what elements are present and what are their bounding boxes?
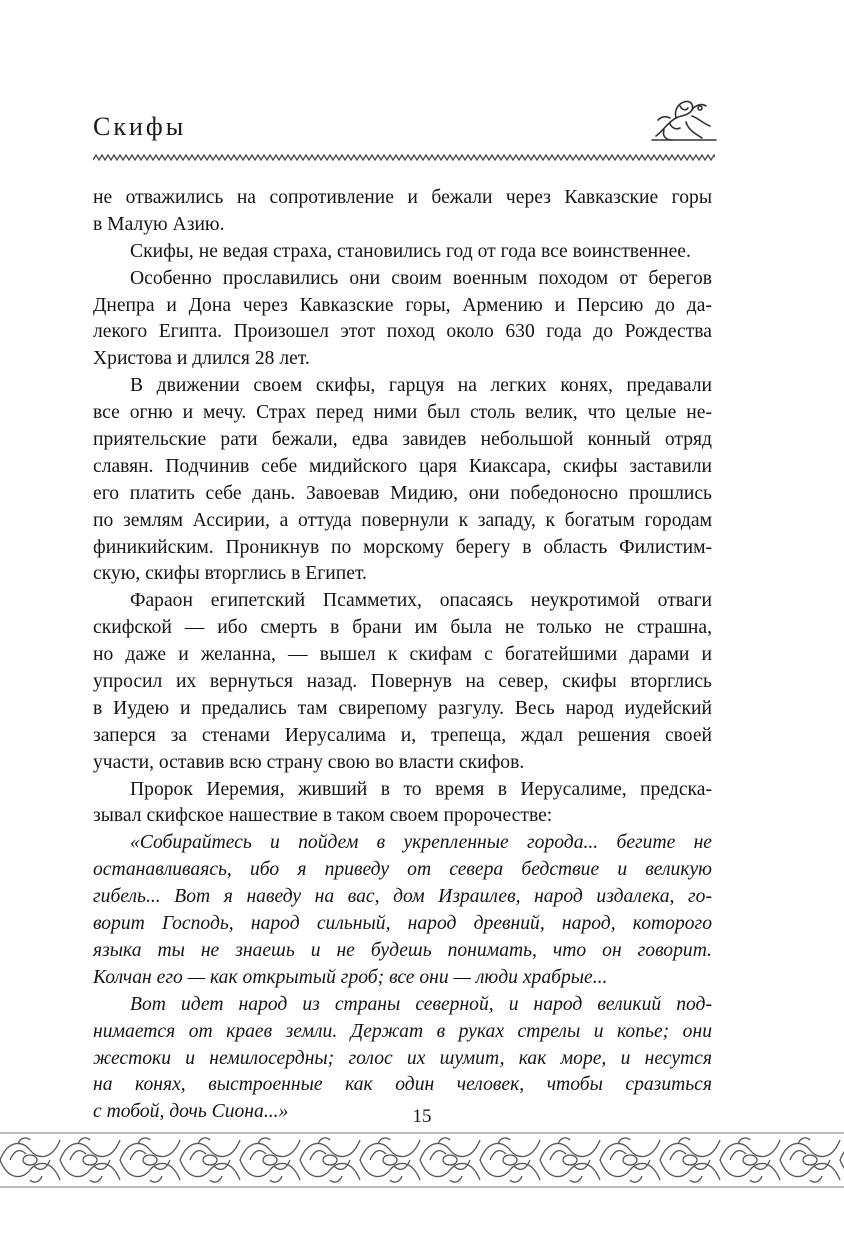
interlace-segment-icon xyxy=(0,1138,60,1182)
border-line xyxy=(0,1133,844,1187)
quote-line: «Собирайтесь и пойдем в укрепленные города... бегите не xyxy=(130,832,712,854)
interlace-segment-icon xyxy=(420,1138,480,1182)
text-line: заперся за стенами Иерусалима и, трепеща, ждал решения своей xyxy=(93,724,712,746)
body-text xyxy=(93,185,712,1126)
text-line: Пророк Иеремия, живший в то время в Иерусалиме, предска- xyxy=(130,778,712,800)
text-line: не отважились на сопротивление и бежали через Кавказские горы xyxy=(93,187,712,208)
interlace-segment-icon xyxy=(240,1138,300,1182)
quote-line: гибель... Вот я наведу на вас, дом Израилев, народ издалека, го- xyxy=(93,886,712,908)
text-line: Фараон египетский Псамметих, опасаясь неукротимой отваги xyxy=(130,590,712,612)
text-line: зывал скифское нашествие в таком своем пророчестве: xyxy=(93,805,553,827)
running-title: Скифы xyxy=(93,112,187,141)
text-line: Христова и длился 28 лет. xyxy=(93,348,310,370)
interlace-segment-icon xyxy=(840,1138,844,1182)
interlace-segment-icon xyxy=(300,1138,360,1182)
quote-line: Вот идет народ из страны северной, и народ великий под- xyxy=(130,993,712,1015)
text-line: приятельские рати бежали, едва завидев небольшой конный отряд xyxy=(93,429,712,451)
text-line: В движении своем скифы, гарцуя на легких конях, предавали xyxy=(130,375,712,397)
text-line: но даже и желанна, — вышел к скифам с богатейшими дарами и xyxy=(93,644,712,666)
interlace-segment-icon xyxy=(600,1138,660,1182)
interlace-segment-icon xyxy=(780,1138,840,1182)
interlace-border-icon xyxy=(0,1130,844,1190)
zigzag-rule-icon xyxy=(93,153,715,163)
quote-line: ворит Господь, народ сильный, народ древний, народ, которого xyxy=(93,913,712,935)
quote-line: нимается от краев земли. Держат в руках стрелы и копье; они xyxy=(93,1020,712,1042)
interlace-segment-icon xyxy=(480,1138,540,1182)
text-line: в Малую Азию. xyxy=(93,213,225,235)
text-line: Скифы, не ведая страха, становились год от года все воинственнее. xyxy=(130,240,691,262)
text-line: финикийским. Проникнув по морскому берегу в область Филистим- xyxy=(93,536,712,558)
interlace-segment-icon xyxy=(540,1138,600,1182)
griffin-emblem-icon xyxy=(650,96,718,144)
text-line: по землям Ассирии, а оттуда повернули к западу, к богатым городам xyxy=(93,509,712,531)
text-line: его платить себе дань. Завоевав Мидию, они победоносно прошлись xyxy=(93,482,712,504)
text-line: скую, скифы вторглись в Египет. xyxy=(93,563,367,585)
page-number: 15 xyxy=(412,1106,432,1127)
text-line: Особенно прославились они своим военным походом от берегов xyxy=(130,267,712,289)
text-line: все огню и мечу. Страх перед ними был столь велик, что целые не- xyxy=(93,402,712,424)
text-line: в Иудею и предались там свирепому разгулу. Весь народ иудейский xyxy=(93,697,712,719)
quote-line: с тобой, дочь Сиона...» xyxy=(93,1101,289,1123)
quote-line: жестоки и немилосердны; голос их шумит, как море, и несутся xyxy=(93,1047,712,1069)
interlace-segment-icon xyxy=(120,1138,180,1182)
text-line: упросил их вернуться назад. Повернув на север, скифы вторглись xyxy=(93,671,712,693)
text-line: славян. Подчинив себе мидийского царя Киаксара, скифы заставили xyxy=(93,455,712,477)
interlace-segment-icon xyxy=(660,1138,720,1182)
quote-line: Колчан его — как открытый гроб; все они — люди храбрые... xyxy=(93,966,608,988)
interlace-segment-icon xyxy=(360,1138,420,1182)
text-line: скифской — ибо смерть в брани им была не только не страшна, xyxy=(93,617,712,639)
interlace-segment-icon xyxy=(720,1138,780,1182)
quote-line: языка ты не знаешь и не будешь понимать, что он говорит. xyxy=(93,939,712,961)
interlace-segment-icon xyxy=(180,1138,240,1182)
text-line: Днепра и Дона через Кавказские горы, Армению и Персию до да- xyxy=(93,294,712,316)
text-line: лекого Египта. Произошел этот поход около 630 года до Рождества xyxy=(93,321,712,343)
text-line: участи, оставив всю страну свою во власти скифов. xyxy=(93,751,525,773)
interlace-segment-icon xyxy=(60,1138,120,1182)
quote-line: останавливаясь, ибо я приведу от севера бедствие и великую xyxy=(93,859,712,881)
quote-line: на конях, выстроенные как один человек, чтобы сразиться xyxy=(93,1074,712,1096)
